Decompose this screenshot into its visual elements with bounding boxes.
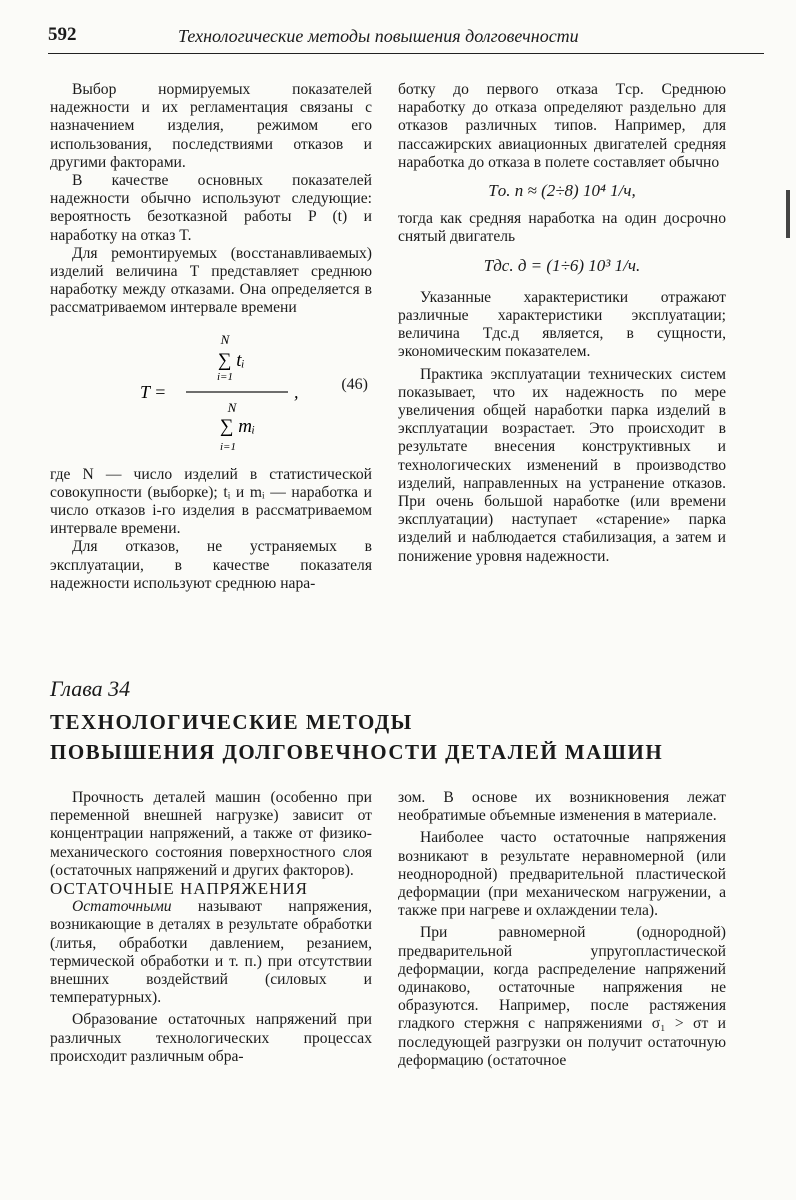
formula-46 [50,328,372,460]
scan-edge-mark [786,190,790,238]
equation-early-removal: Tдс. д = (1÷6) 10³ 1/ч. [483,255,641,275]
paragraph: При равномерной (однородной) предварительной упругопластической деформации, когда распределение напряжений одинаково, остаточные напряжения не образуются. Например, после растяжения гладкого стержня с напряжениями σ₁ > σт и последующей разгрузки он получит остаточную деформацию (остаточное [398,924,726,1069]
paragraph-text: называют напряжения, возникающие в деталях в результате обработки (литья, обработки давлением, резанием, термической обработки и т. п.) при отсутствии внешних воздействий (силовых и температурных). [50,898,372,1007]
formula-den-upper: N [227,399,237,415]
formula-svg [140,328,300,456]
page-header [48,24,764,48]
paragraph: Выбор нормируемых показателей надежности и их регламентация связаны с назначением изделия, режимом его использования, последствиями отказов и другими факторами. [50,81,372,171]
header-rule [48,53,764,54]
paragraph: где N — число изделий в статистической совокупности (выборке); tᵢ и mᵢ — наработка и число отказов i-го изделия в рассматриваемом интервале времени. [50,465,372,538]
chapter-title [50,707,663,767]
chapter-title-line: ПОВЫШЕНИЯ ДОЛГОВЕЧНОСТИ ДЕТАЛЕЙ МАШИН [50,740,664,764]
paragraph: Практика эксплуатации технических систем показывает, что их надежность по мере увеличения общей наработки парка изделий в эксплуатации возрастает. Это происходит в результате внесения конструктивных и технологических изменений в производство изделий, направленных на устранение отказов. При очень большой наработке (или времени эксплуатации) наступает «старение» парка изделий и наблюдается стабилизация, а затем и понижение уровня надежности. [398,365,726,565]
chapter-title-line: ТЕХНОЛОГИЧЕСКИЕ МЕТОДЫ [50,710,413,734]
paragraph: Для отказов, не устраняемых в эксплуатации, в качестве показателя надежности используют среднюю нара- [50,538,372,592]
chapter-label: Глава 34 [50,676,131,701]
running-title: Технологические методы повышения долговечности [178,26,579,46]
paragraph: ботку до первого отказа Tср. Среднюю наработку до отказа определяют раздельно для отказов различных типов. Например, для пассажирских авиационных двигателей средняя наработка до отказа в полете составляет обычно [398,81,726,171]
formula-num-sum: ∑ tᵢ [218,349,245,371]
left-column-bottom [50,789,372,1066]
formula-num-lower: i=1 [217,370,233,383]
paragraph: В качестве основных показателей надежности обычно используют следующие: вероятность безотказной работы P (t) и наработку на отказ T. [50,172,372,244]
equation-engine-failure: Tо. п ≈ (2÷8) 10⁴ 1/ч, [488,181,636,201]
page-number: 592 [48,24,77,45]
formula-lhs: T = [140,381,167,402]
term-emphasis: Остаточными [72,898,172,916]
paragraph [50,898,372,1007]
paragraph: Для ремонтируемых (восстанавливаемых) изделий величина T представляет среднюю наработку между отказами. Она определяется в рассматриваемом интервале времени [50,244,372,317]
paragraph: Прочность деталей машин (особенно при переменной внешней нагрузке) зависит от концентрации напряжений, а также от физико-механического состояния поверхностного слоя (остаточных напряжений и других факторов). [50,789,372,879]
paragraph: зом. В основе их возникновения лежат необратимые объемные изменения в материале. [398,789,726,825]
right-column-bottom [398,789,726,1070]
right-column-top [398,81,726,566]
paragraph: тогда как средняя наработка на один досрочно снятый двигатель [398,210,726,246]
paragraph: Образование остаточных напряжений при различных технологических процессах происходит различным обра- [50,1011,372,1065]
formula-num-upper: N [220,331,230,347]
formula-den-sum: ∑ mᵢ [220,415,256,437]
section-heading: ОСТАТОЧНЫЕ НАПРЯЖЕНИЯ [50,879,309,899]
paragraph: Наиболее часто остаточные напряжения возникают в результате неравномерной (или неоднородной) предварительной пластической деформации (при механическом нагружении, а также при нагреве и охлаждении тела). [398,829,726,920]
formula-comma: , [294,381,299,402]
paragraph: Указанные характеристики отражают различные характеристики эксплуатации; величина Tдс.д является, в сущности, экономическим показателем. [398,288,726,361]
equation-number: (46) [341,375,368,393]
formula-den-lower: i=1 [220,440,236,453]
left-column-top [50,81,372,593]
